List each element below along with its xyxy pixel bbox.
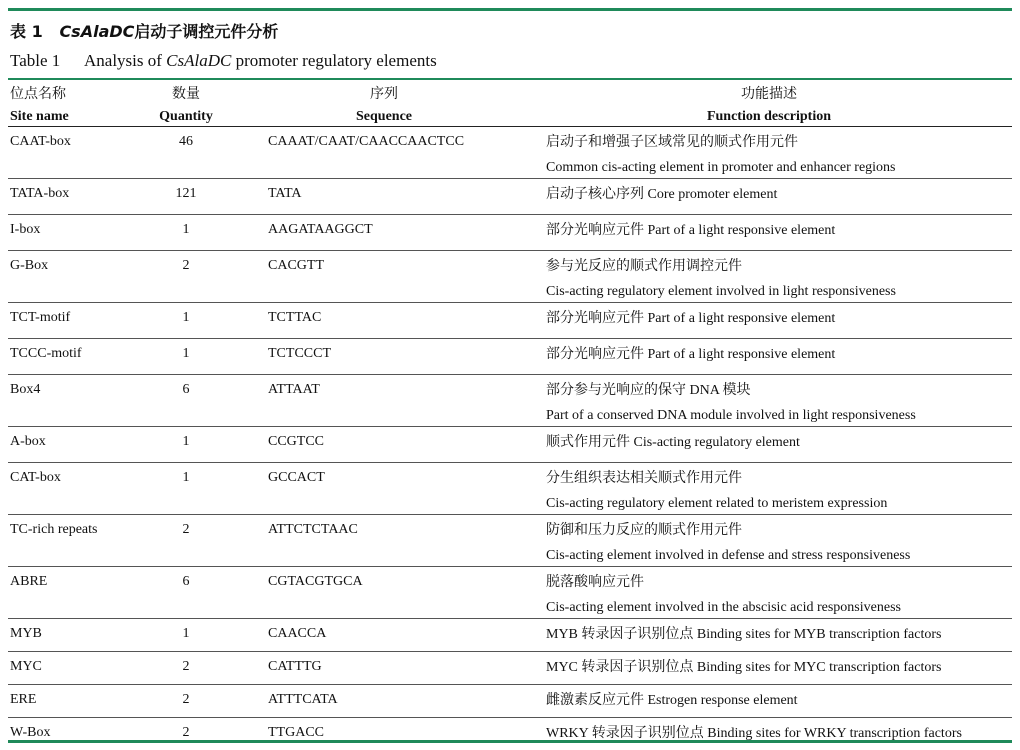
function-line-1: 雌激素反应元件 Estrogen response element	[546, 692, 798, 708]
cell-site-name: I-box	[10, 221, 41, 237]
cell-quantity: 2	[182, 724, 190, 740]
cell-sequence: CATTTG	[268, 658, 322, 674]
cell-sequence: AAGATAAGGCT	[268, 221, 373, 237]
cell-function-description	[526, 684, 1012, 717]
cell-site-name: CAT-box	[10, 469, 61, 485]
table-caption-en	[10, 51, 437, 71]
cell-site-name: ERE	[10, 691, 37, 707]
cell-quantity: 2	[182, 521, 190, 537]
function-line-2: Cis-acting element involved in the abscisic acid responsiveness	[546, 599, 901, 615]
cell-site-name: G-Box	[10, 257, 49, 273]
function-line-1: 部分光响应元件 Part of a light responsive element	[546, 346, 836, 362]
caption-cn-prefix: 表 1	[10, 22, 43, 41]
table-row	[8, 566, 1012, 618]
cell-site-name: TATA-box	[10, 185, 70, 201]
cell-quantity: 1	[182, 345, 190, 361]
table-row	[8, 178, 1012, 214]
table-row	[8, 302, 1012, 338]
cell-site-name: TC-rich repeats	[10, 521, 98, 537]
function-line-1: 启动子和增强子区域常见的顺式作用元件	[546, 134, 798, 150]
function-line-1: MYB 转录因子识别位点 Binding sites for MYB transcription factors	[546, 626, 942, 642]
cell-function-description	[526, 618, 1012, 651]
caption-en-prefix: Table 1	[10, 51, 61, 70]
cell-site-name: CAAT-box	[10, 133, 71, 149]
function-line-1: 防御和压力反应的顺式作用元件	[546, 522, 742, 538]
cell-sequence: GCCACT	[268, 469, 325, 485]
caption-cn-gene: CsAlaDC	[59, 22, 135, 41]
cell-function-description	[526, 426, 1012, 462]
cell-function-description	[526, 462, 1012, 514]
cell-sequence: CCGTCC	[268, 433, 325, 449]
cell-function-description	[526, 717, 1012, 750]
header-site-name: 位点名称 Site name	[10, 86, 69, 124]
cell-quantity: 1	[182, 469, 190, 485]
cell-site-name: MYC	[10, 658, 42, 674]
table-caption-cn	[10, 19, 278, 42]
function-line-1: 部分光响应元件 Part of a light responsive element	[546, 310, 836, 326]
table-row	[8, 338, 1012, 374]
cell-sequence: CAACCA	[268, 625, 327, 641]
cell-sequence: TCTCCCT	[268, 345, 332, 361]
top-rule	[8, 8, 1012, 11]
cell-sequence: TATA	[268, 185, 302, 201]
caption-en-gene: CsAlaDC	[166, 51, 232, 70]
cell-sequence: CACGTT	[268, 257, 324, 273]
cell-sequence: CGTACGTGCA	[268, 573, 363, 589]
cell-function-description	[526, 302, 1012, 338]
function-line-1: 启动子核心序列 Core promoter element	[546, 186, 778, 202]
table-row	[8, 374, 1012, 426]
table-row	[8, 717, 1012, 750]
cell-site-name: TCCC-motif	[10, 345, 82, 361]
table-row	[8, 651, 1012, 684]
cell-quantity: 2	[182, 658, 190, 674]
table-row	[8, 514, 1012, 566]
table-body	[8, 126, 1012, 750]
caption-en-post: promoter regulatory elements	[235, 51, 437, 70]
cell-quantity: 1	[182, 221, 190, 237]
function-line-1: 顺式作用元件 Cis-acting regulatory element	[546, 434, 800, 450]
function-line-2: Part of a conserved DNA module involved in light responsiveness	[546, 407, 916, 423]
function-line-1: 脱落酸响应元件	[546, 574, 644, 590]
caption-en-pre: Analysis of	[84, 51, 162, 70]
table-row	[8, 618, 1012, 651]
cell-function-description	[526, 566, 1012, 618]
cell-sequence: TTGACC	[268, 724, 324, 740]
header-quantity: 数量 Quantity	[159, 86, 213, 124]
cell-function-description	[526, 214, 1012, 250]
cell-function-description	[526, 374, 1012, 426]
function-line-1: MYC 转录因子识别位点 Binding sites for MYC transcription factors	[546, 659, 942, 675]
cell-quantity: 2	[182, 257, 190, 273]
table-row	[8, 462, 1012, 514]
function-line-1: WRKY 转录因子识别位点 Binding sites for WRKY transcription factors	[546, 725, 962, 741]
cell-function-description	[526, 250, 1012, 302]
cell-function-description	[526, 651, 1012, 684]
table-row	[8, 126, 1012, 178]
cell-function-description	[526, 178, 1012, 214]
cell-quantity: 6	[182, 381, 190, 397]
function-line-2: Cis-acting regulatory element related to meristem expression	[546, 495, 888, 511]
cell-sequence: ATTCTCTAAC	[268, 521, 358, 537]
caption-cn-rest: 启动子调控元件分析	[134, 22, 279, 41]
cell-quantity: 121	[175, 185, 197, 201]
table-row	[8, 214, 1012, 250]
cell-quantity: 6	[182, 573, 190, 589]
cell-site-name: Box4	[10, 381, 41, 397]
cell-sequence: ATTAAT	[268, 381, 320, 397]
cell-quantity: 1	[182, 433, 190, 449]
function-line-1: 部分参与光响应的保守 DNA 模块	[546, 382, 751, 398]
table-row	[8, 684, 1012, 717]
cell-site-name: TCT-motif	[10, 309, 71, 325]
cell-site-name: ABRE	[10, 573, 48, 589]
cell-function-description	[526, 126, 1012, 178]
header-sequence: 序列 Sequence	[356, 86, 412, 124]
cell-site-name: MYB	[10, 625, 42, 641]
cell-quantity: 1	[182, 625, 190, 641]
cell-function-description	[526, 338, 1012, 374]
function-line-2: Cis-acting element involved in defense and stress responsiveness	[546, 547, 911, 563]
function-line-1: 部分光响应元件 Part of a light responsive element	[546, 222, 836, 238]
regulatory-elements-table	[8, 80, 1012, 750]
cell-sequence: TCTTAC	[268, 309, 322, 325]
cell-sequence: CAAAT/CAAT/CAACCAACTCC	[268, 133, 465, 149]
cell-function-description	[526, 514, 1012, 566]
cell-quantity: 2	[182, 691, 190, 707]
function-line-1: 分生组织表达相关顺式作用元件	[546, 470, 742, 486]
table-header-row	[8, 80, 1012, 126]
cell-sequence: ATTTCATA	[268, 691, 338, 707]
bottom-rule	[8, 740, 1012, 743]
table-row	[8, 426, 1012, 462]
cell-site-name: W-Box	[10, 724, 51, 740]
cell-quantity: 46	[179, 133, 193, 149]
function-line-1: 参与光反应的顺式作用调控元件	[546, 258, 742, 274]
header-function: 功能描述 Function description	[706, 86, 832, 124]
cell-quantity: 1	[182, 309, 190, 325]
table-row	[8, 250, 1012, 302]
function-line-2: Common cis-acting element in promoter and enhancer regions	[546, 159, 896, 175]
function-line-2: Cis-acting regulatory element involved in light responsiveness	[546, 283, 896, 299]
cell-site-name: A-box	[10, 433, 46, 449]
